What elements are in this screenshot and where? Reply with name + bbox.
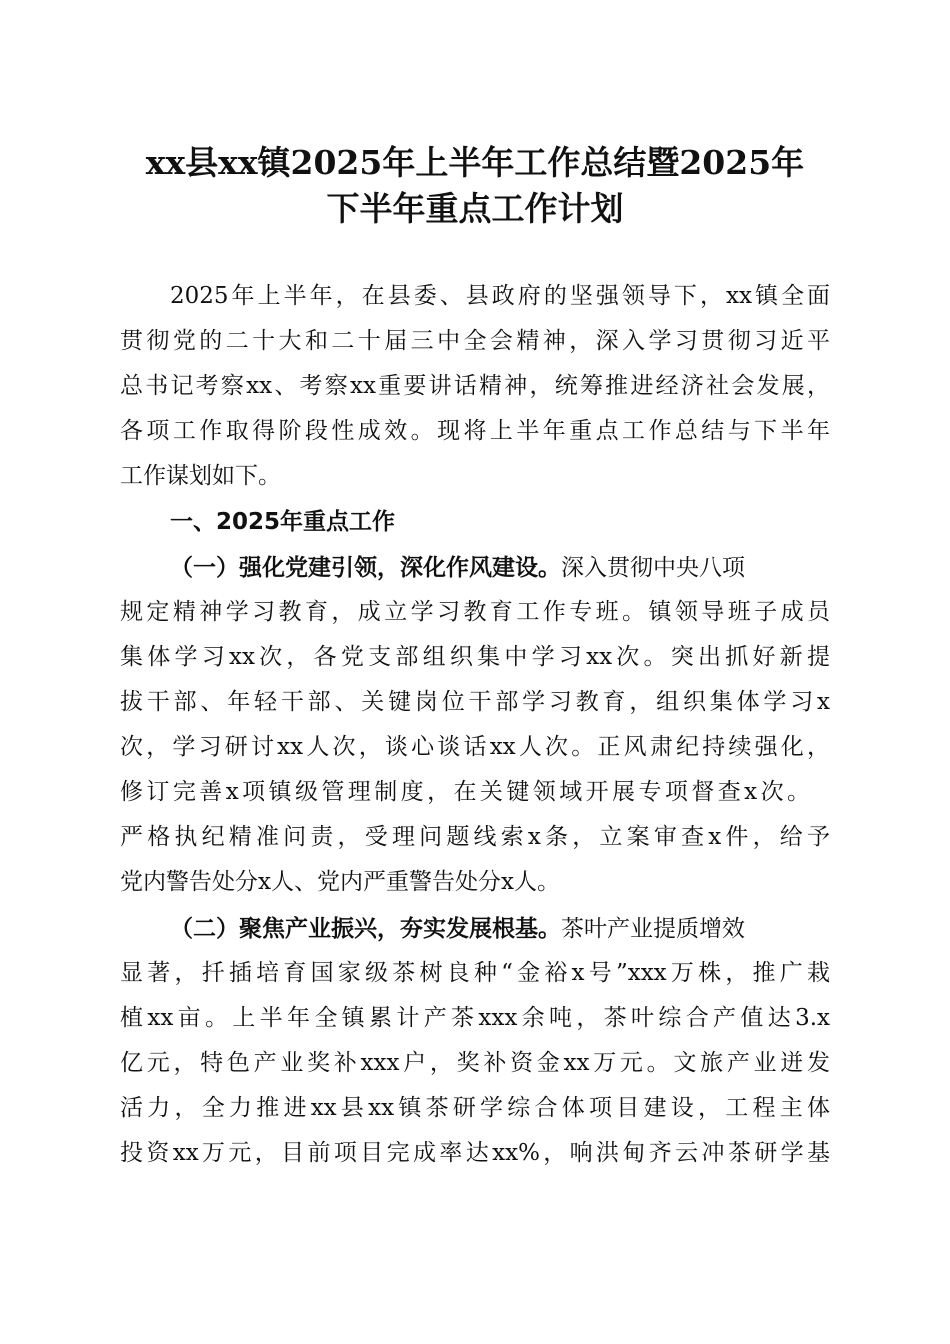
item-1-line-2: 规定精神学习教育，成立学习教育工作专班。镇领导班子成员: [120, 599, 830, 625]
intro-line-1: 2025年上半年，在县委、县政府的坚强领导下，xx镇全面: [170, 283, 830, 309]
item-1-line-5: 次，学习研讨xx人次，谈心谈话xx人次。正风肃纪持续强化，: [120, 734, 830, 760]
intro-line-3: 总书记考察xx、考察xx重要讲话精神，统筹推进经济社会发展，: [120, 373, 830, 399]
item-1-line-6: 修订完善x项镇级管理制度，在关键领域开展专项督查x次。: [120, 779, 810, 805]
item-2-line-2: 显著，扦插培育国家级茶树良种“金裕x号”xxx万株，推广栽: [120, 960, 830, 986]
item-1-bold-lead: （一）强化党建引领，深化作风建设。: [170, 554, 561, 581]
item-2-line-6: 投资xx万元，目前项目完成率达xx%，响洪甸齐云冲茶研学基: [120, 1140, 830, 1166]
item-1-line-1-text: 深入贯彻中央八项: [561, 555, 745, 581]
intro-line-4: 各项工作取得阶段性成效。现将上半年重点工作总结与下半年: [120, 418, 830, 444]
item-1-line-7: 严格执纪精准问责，受理问题线索x条，立案审查x件，给予: [120, 824, 830, 850]
document-title-line-1: xx县xx镇2025年上半年工作总结暨2025年: [145, 143, 805, 182]
item-1-line-1: [170, 545, 830, 590]
item-1-line-4: 拔干部、年轻干部、关键岗位干部学习教育，组织集体学习x: [120, 689, 830, 715]
item-2-line-5: 活力，全力推进xx县xx镇茶研学综合体项目建设，工程主体: [120, 1095, 830, 1121]
item-2-line-1-text: 茶叶产业提质增效: [561, 916, 745, 942]
intro-line-5: 工作谋划如下。: [120, 463, 281, 489]
item-2-line-4: 亿元，特色产业奖补xxx户，奖补资金xx万元。文旅产业迸发: [120, 1050, 830, 1076]
document-title-line-2: 下半年重点工作计划: [326, 189, 624, 228]
item-1-line-3: 集体学习xx次，各党支部组织集中学习xx次。突出抓好新提: [120, 644, 830, 670]
document-body: [120, 274, 830, 1274]
item-2-line-3: 植xx亩。上半年全镇累计产茶xxx余吨，茶叶综合产值达3.x: [120, 1005, 830, 1031]
item-2-bold-lead: （二）聚焦产业振兴，夯实发展根基。: [170, 915, 561, 942]
section-1-heading: 一、2025年重点工作: [170, 509, 396, 535]
item-2-line-1: [170, 906, 830, 951]
item-1-line-8: 党内警告处分x人、党内严重警告处分x人。: [120, 869, 560, 895]
intro-line-2: 贯彻党的二十大和二十届三中全会精神，深入学习贯彻习近平: [120, 328, 830, 354]
